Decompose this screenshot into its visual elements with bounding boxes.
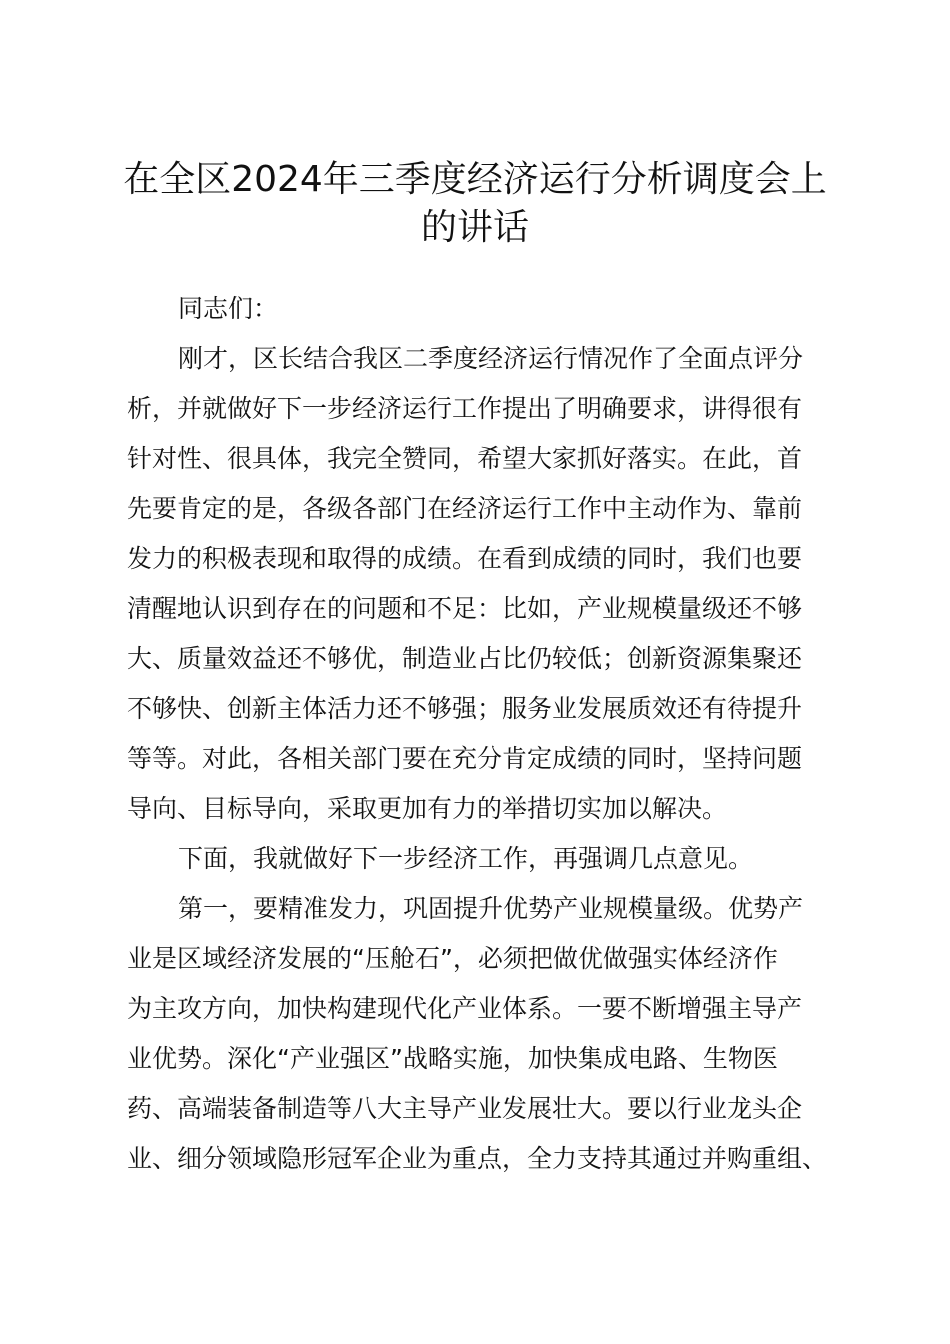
paragraph-line: 下面，我就做好下一步经济工作，再强调几点意见。 xyxy=(178,844,754,873)
paragraph-line: 刚才，区长结合我区二季度经济运行情况作了全面点评分 xyxy=(178,344,804,373)
paragraph-line: 业、细分领域隐形冠军企业为重点，全力支持其通过并购重组、 xyxy=(127,1144,828,1173)
paragraph-line: 等等。对此，各相关部门要在充分肯定成绩的同时，坚持问题 xyxy=(127,744,803,773)
paragraph-line: 导向、目标导向，采取更加有力的举措切实加以解决。 xyxy=(127,794,728,823)
paragraph-line: 大、质量效益还不够优，制造业占比仍较低；创新资源集聚还 xyxy=(127,644,803,673)
paragraph-line: 业优势。深化“产业强区”战略实施，加快集成电路、生物医 xyxy=(127,1044,778,1073)
paragraph-line: 第一，要精准发力，巩固提升优势产业规模量级。优势产 xyxy=(178,894,804,923)
paragraph-line: 发力的积极表现和取得的成绩。在看到成绩的同时，我们也要 xyxy=(127,544,803,573)
salutation: 同志们： xyxy=(178,294,279,323)
paragraph-line: 业是区域经济发展的“压舱石”，必须把做优做强实体经济作 xyxy=(127,944,778,973)
title-line-2: 的讲话 xyxy=(420,207,529,248)
paragraph-line: 清醒地认识到存在的问题和不足：比如，产业规模量级还不够 xyxy=(127,594,803,623)
document-title xyxy=(100,156,850,252)
document-body xyxy=(127,284,847,1184)
title-line-1: 在全区2024年三季度经济运行分析调度会上 xyxy=(123,159,827,200)
paragraph-line: 针对性、很具体，我完全赞同，希望大家抓好落实。在此，首 xyxy=(127,444,803,473)
paragraph-line: 为主攻方向，加快构建现代化产业体系。一要不断增强主导产 xyxy=(127,994,803,1023)
paragraph-line: 先要肯定的是，各级各部门在经济运行工作中主动作为、靠前 xyxy=(127,494,803,523)
paragraph-line: 药、高端装备制造等八大主导产业发展壮大。要以行业龙头企 xyxy=(127,1094,803,1123)
paragraph-line: 不够快、创新主体活力还不够强；服务业发展质效还有待提升 xyxy=(127,694,803,723)
paragraph-line: 析，并就做好下一步经济运行工作提出了明确要求，讲得很有 xyxy=(127,394,803,423)
